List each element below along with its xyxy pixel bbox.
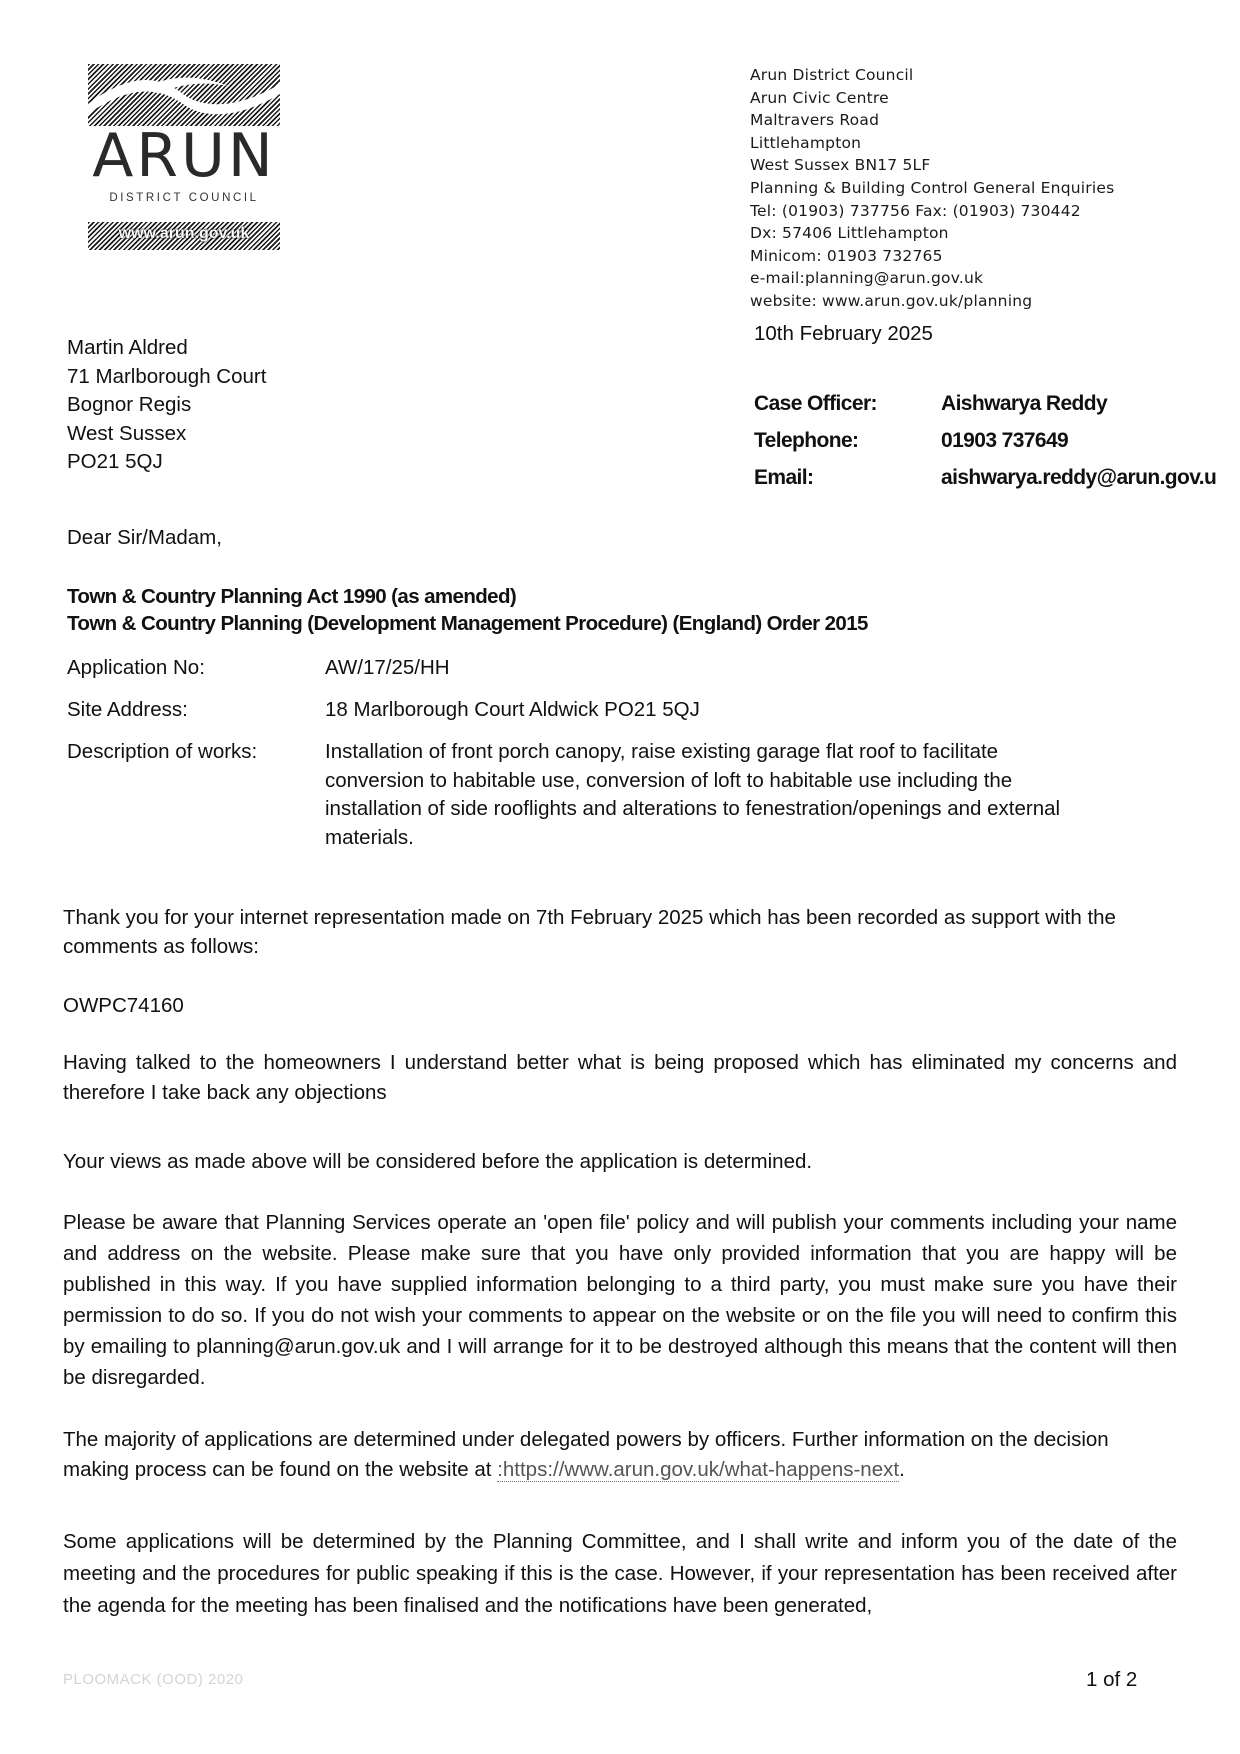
views-paragraph: Your views as made above will be considered before the application is determined. <box>63 1150 813 1173</box>
arun-logo <box>88 64 280 254</box>
council-address-line: Minicom: 01903 732765 <box>750 246 943 265</box>
open-file-policy-paragraph: Please be aware that Planning Services operate an 'open file' policy and will publish your comments including your name and address on the website. Please make sure that you have only provided information that you are happy will be published in this way. If you have supplied information belonging to a third party, you must make sure you have their permission to do so. If you do not wish your comments to appear on the website or on the file you will need to confirm this by emailing to planning@arun.gov.uk and I will arrange for it to be destroyed although this means that the content will then be disregarded. <box>63 1211 1177 1389</box>
description-line: materials. <box>325 825 414 849</box>
council-address-line: West Sussex BN17 5LF <box>750 156 931 175</box>
letter-date: 10th February 2025 <box>754 322 933 345</box>
council-address-line: Littlehampton <box>750 133 862 152</box>
salutation: Dear Sir/Madam, <box>67 526 222 549</box>
recipient-line: Bognor Regis <box>67 393 192 416</box>
council-address-block <box>750 64 1114 313</box>
comment-reference: OWPC74160 <box>63 994 184 1017</box>
council-address-line: Tel: (01903) 737756 Fax: (01903) 730442 <box>750 201 1081 220</box>
council-address-line: Arun Civic Centre <box>750 88 889 107</box>
council-address-line: Arun District Council <box>750 66 914 84</box>
description-line: conversion to habitable use, conversion of loft to habitable use including the <box>325 768 1013 792</box>
council-address-line: website: www.arun.gov.uk/planning <box>750 291 1033 310</box>
application-number-row <box>67 654 1167 696</box>
logo-wave-icon <box>88 64 280 126</box>
delegated-powers-end: . <box>899 1458 905 1481</box>
site-address-row <box>67 696 1167 738</box>
planning-committee-paragraph: Some applications will be determined by the Planning Committee, and I shall write and inform you of the date of the meeting and the procedures for public speaking if this is the case. However, if your representation has been received after the agenda for the meeting has been finalised and the notifications have been generated, <box>63 1530 1177 1617</box>
recipient-line: 71 Marlborough Court <box>67 364 267 388</box>
council-address-line: e-mail:planning@arun.gov.uk <box>750 269 984 288</box>
recipient-line: PO21 5QJ <box>67 450 163 473</box>
logo-url-band <box>88 222 280 250</box>
case-officer-label: Case Officer: <box>754 392 877 415</box>
council-address-line: Maltravers Road <box>750 111 880 130</box>
application-number-label: Application No: <box>67 656 205 679</box>
order-title: Town & Country Planning (Development Management Procedure) (England) Order 2015 <box>67 612 868 635</box>
delegated-powers-text: The majority of applications are determined under delegated powers by officers. Further information on the decision making process can be found on the website at <box>63 1428 1109 1481</box>
comment-text: Having talked to the homeowners I understand better what is being proposed which has eliminated my concerns and therefore I take back any objections <box>63 1051 1177 1104</box>
site-address-label: Site Address: <box>67 698 188 721</box>
description-value <box>325 738 1155 852</box>
description-label: Description of works: <box>67 740 258 763</box>
logo-wordmark: ARUN <box>92 121 276 191</box>
recipient-address <box>67 334 266 477</box>
email-label: Email: <box>754 466 814 489</box>
email-value[interactable]: aishwarya.reddy@arun.gov.u <box>941 466 1217 489</box>
case-officer-name: Aishwarya Reddy <box>941 392 1108 415</box>
logo-url: www.arun.gov.uk <box>118 225 250 242</box>
application-number-value: AW/17/25/HH <box>325 656 450 679</box>
logo-hatch-band <box>88 64 280 126</box>
delegated-powers-paragraph <box>63 1425 1177 1485</box>
thank-you-paragraph: Thank you for your internet representation made on 7th February 2025 which has been recorded as support with the comments as follows: <box>63 906 1116 958</box>
application-details <box>67 654 1167 852</box>
what-happens-next-link[interactable]: :https://www.arun.gov.uk/what-happens-next <box>497 1458 900 1481</box>
site-address-value: 18 Marlborough Court Aldwick PO21 5QJ <box>325 698 700 721</box>
act-title: Town & Country Planning Act 1990 (as amended) <box>67 585 517 608</box>
recipient-line: Martin Aldred <box>67 336 188 359</box>
legislation-heading <box>67 583 868 637</box>
description-line: installation of side rooflights and alterations to fenestration/openings and external <box>325 797 1061 820</box>
telephone-value: 01903 737649 <box>941 429 1069 452</box>
telephone-label: Telephone: <box>754 429 859 452</box>
description-row <box>67 738 1167 852</box>
footer-form-reference: PLOOMACK (OOD) 2020 <box>63 1671 244 1688</box>
description-line: Installation of front porch canopy, raise existing garage flat roof to facilitate <box>325 740 999 763</box>
council-address-line: Dx: 57406 Littlehampton <box>750 224 949 243</box>
recipient-line: West Sussex <box>67 421 187 445</box>
council-address-line: Planning & Building Control General Enquiries <box>750 178 1115 197</box>
logo-subtitle: DISTRICT COUNCIL <box>109 192 259 204</box>
page-number: 1 of 2 <box>1086 1668 1138 1691</box>
